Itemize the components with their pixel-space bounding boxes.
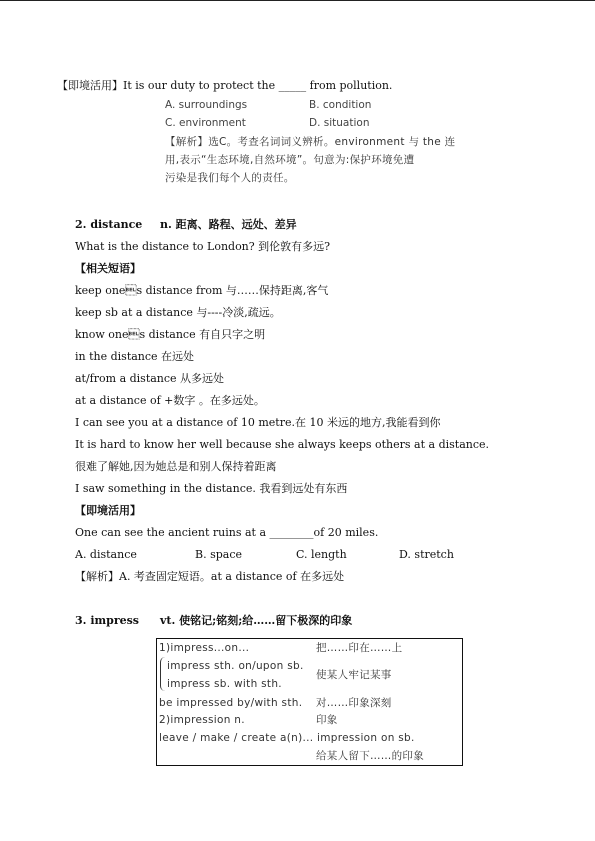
table-left-cell: be impressed by/with sth. xyxy=(159,697,303,709)
sec3-heading: 3. impress xyxy=(75,614,140,627)
phrase-item: at a distance of +数字 。在多远处。 xyxy=(75,394,265,407)
sec2-option-b: B. space xyxy=(195,548,242,561)
sec2-practice-question: One can see the ancient ruins at a ________of 20 miles. xyxy=(75,526,379,539)
ex1-analysis-line: 污染是我们每个人的责任。 xyxy=(165,172,295,184)
ex1-option-c: C. environment xyxy=(165,117,246,129)
ex1-question: It is our duty to protect the _____ from pollution. xyxy=(123,79,393,92)
ex1-option-d: D. situation xyxy=(309,117,370,129)
sentence-item: It is hard to know her well because she always keeps others at a distance. xyxy=(75,438,490,451)
table-left-cell: 1)impress...on... xyxy=(159,642,250,654)
sec2-phrases-label: 【相关短语】 xyxy=(75,262,141,275)
phrase-item: know ones distance 有自只字之明 xyxy=(75,328,266,341)
table-left-cell: impress sth. on/upon sb. xyxy=(167,660,304,672)
sec2-option-a: A. distance xyxy=(75,548,137,561)
sec2-heading: 2. distance xyxy=(75,218,143,231)
ex1-analysis-line: 用,表示“生态环境,自然环境”。句意为:保护环境免遭 xyxy=(165,154,415,166)
sec2-practice-label: 【即境活用】 xyxy=(75,504,141,517)
table-right-cell: 使某人牢记某事 xyxy=(316,669,392,681)
sec2-option-c: C. length xyxy=(296,548,347,561)
phrase-item: in the distance 在远处 xyxy=(75,350,195,363)
brace-mark xyxy=(160,657,165,691)
table-right-cell: 给某人留下……的印象 xyxy=(316,750,424,762)
table-right-cell: 印象 xyxy=(316,714,338,726)
phrase-item: at/from a distance 从多远处 xyxy=(75,372,225,385)
table-right-cell: 把……印在……上 xyxy=(316,642,403,654)
table-left-cell: impress sb. with sth. xyxy=(167,678,282,690)
ex1-label: 【即境活用】 xyxy=(57,79,123,92)
page-top-rule xyxy=(0,0,595,1)
phrase-item: keep ones distance from 与……保持距离,客气 xyxy=(75,284,329,297)
ex1-analysis-line: 【解析】选C。考查名词词义辨析。environment 与 the 连 xyxy=(165,136,456,148)
ex1-option-b: B. condition xyxy=(309,99,372,111)
table-left-cell: leave / make / create a(n)... impression on sb. xyxy=(159,732,415,744)
sec2-pos: n. 距离、路程、远处、差异 xyxy=(160,218,297,231)
sentence-item: 很难了解她,因为她总是和别人保持着距离 xyxy=(75,460,277,473)
table-right-cell: 对……印象深刻 xyxy=(316,697,392,709)
sec2-option-d: D. stretch xyxy=(399,548,454,561)
sentence-item: I saw something in the distance. 我看到远处有东西 xyxy=(75,482,348,495)
table-left-cell: 2)impression n. xyxy=(159,714,245,726)
ex1-option-a: A. surroundings xyxy=(165,99,248,111)
sec2-practice-analysis: 【解析】A. 考查固定短语。at a distance of 在多远处 xyxy=(75,570,345,583)
phrase-item: keep sb at a distance 与----冷淡,疏远。 xyxy=(75,306,281,319)
ex1-line xyxy=(57,79,392,93)
sec2-example: What is the distance to London? 到伦敦有多远? xyxy=(75,240,331,253)
sentence-item: I can see you at a distance of 10 metre.在 10 米远的地方,我能看到你 xyxy=(75,416,441,429)
sec3-pos: vt. 使铭记;铭刻;给……留下极深的印象 xyxy=(160,614,353,627)
